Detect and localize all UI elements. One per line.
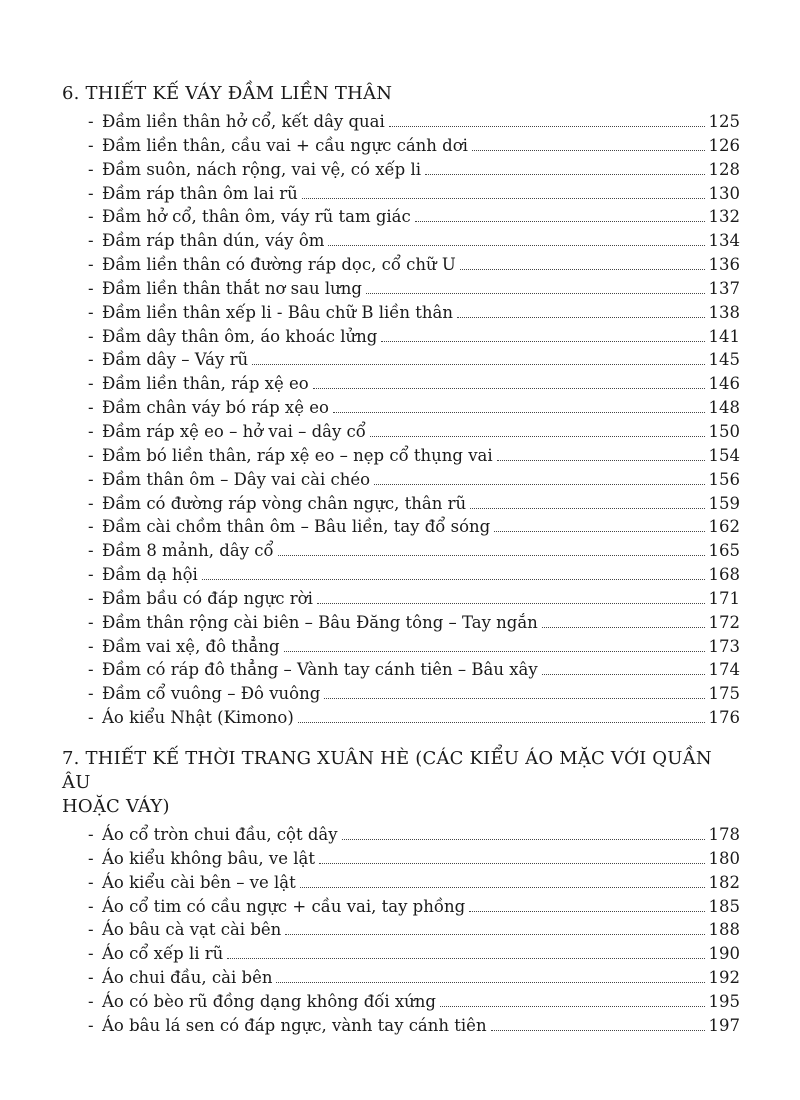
entry-bullet: - <box>88 825 94 844</box>
dot-leader <box>440 1005 705 1007</box>
dot-leader <box>319 862 705 864</box>
entry-page-number: 132 <box>708 207 740 227</box>
entry-bullet: - <box>88 517 94 537</box>
dot-leader <box>425 173 704 175</box>
entry-title: Đầm bầu có đáp ngực rời <box>102 588 313 608</box>
entry-page-number: 125 <box>708 112 740 131</box>
dot-leader <box>302 197 705 199</box>
entry-bullet: - <box>88 636 94 656</box>
entry-title: Đầm suôn, nách rộng, vai vệ, có xếp li <box>102 159 422 179</box>
entry-title: Đầm có đường ráp vòng chân ngực, thân rũ <box>102 493 467 513</box>
toc-entry <box>62 611 740 635</box>
toc-entry <box>62 277 740 301</box>
toc-entry <box>62 823 740 847</box>
entry-bullet: - <box>88 1015 94 1035</box>
entry-page-number: 128 <box>708 159 740 179</box>
toc-entry <box>62 1014 740 1038</box>
dot-leader <box>324 697 704 699</box>
toc-entry <box>62 372 740 396</box>
toc-entry <box>62 229 740 253</box>
entry-bullet: - <box>88 684 94 704</box>
entry-title: Đầm dạ hội <box>102 565 198 585</box>
entry-title: Áo kiểu không bâu, ve lật <box>102 848 315 868</box>
entry-bullet: - <box>88 541 94 561</box>
entry-page-number: 148 <box>708 398 740 418</box>
toc-entry <box>62 918 740 942</box>
toc-entry <box>62 942 740 966</box>
entry-page-number: 137 <box>708 278 740 298</box>
entry-bullet: - <box>88 112 94 131</box>
entry-page-number: 130 <box>708 183 740 203</box>
dot-leader <box>472 149 705 151</box>
entry-bullet: - <box>88 374 94 394</box>
entry-page-number: 197 <box>708 1015 740 1035</box>
entry-title: Đầm thân rộng cài biên – Bâu Đăng tông – Tay ngắn <box>102 612 538 632</box>
dot-leader <box>497 459 705 461</box>
toc-entry <box>62 515 740 539</box>
entry-page-number: 182 <box>708 872 740 892</box>
dot-leader <box>491 1029 705 1031</box>
dot-leader <box>202 578 705 580</box>
entry-page-number: 154 <box>708 445 740 465</box>
dot-leader <box>415 220 705 222</box>
toc-entry <box>62 420 740 444</box>
toc-entry <box>62 658 740 682</box>
toc-entry <box>62 492 740 516</box>
dot-leader <box>342 838 705 840</box>
dot-leader <box>470 507 704 509</box>
entry-title: Đầm dây thân ôm, áo khoác lửng <box>102 326 378 346</box>
toc-entry <box>62 182 740 206</box>
dot-leader <box>374 483 704 485</box>
entry-title: Đầm ráp xệ eo – hở vai – dây cổ <box>102 421 366 441</box>
entry-title: Đầm thân ôm – Dây vai cài chéo <box>102 469 371 489</box>
entry-page-number: 126 <box>708 135 740 155</box>
entry-title: Đầm cổ vuông – Đô vuông <box>102 684 321 704</box>
entry-page-number: 145 <box>708 350 740 370</box>
dot-leader <box>469 910 704 912</box>
toc-entry <box>62 682 740 706</box>
dot-leader <box>460 268 705 270</box>
toc-entry <box>62 253 740 277</box>
entry-title: Đầm liền thân hở cổ, kết dây quai <box>102 112 385 131</box>
entry-page-number: 136 <box>708 255 740 275</box>
toc-entry <box>62 871 740 895</box>
entry-title: Áo bâu cà vạt cài bên <box>102 920 282 940</box>
dot-leader <box>276 981 704 983</box>
toc-entry <box>62 706 740 730</box>
dot-leader <box>366 292 705 294</box>
entry-bullet: - <box>88 421 94 441</box>
entry-bullet: - <box>88 872 94 892</box>
toc-entry <box>62 895 740 919</box>
toc-entry <box>62 563 740 587</box>
entry-page-number: 162 <box>708 517 740 537</box>
entry-bullet: - <box>88 159 94 179</box>
entry-bullet: - <box>88 920 94 940</box>
dot-leader <box>381 340 704 342</box>
entry-title: Đầm liền thân thắt nơ sau lưng <box>102 278 362 298</box>
dot-leader <box>285 933 704 935</box>
entry-bullet: - <box>88 612 94 632</box>
dot-leader <box>317 602 705 604</box>
entry-page-number: 171 <box>708 588 740 608</box>
dot-leader <box>542 626 705 628</box>
entry-bullet: - <box>88 708 94 728</box>
dot-leader <box>278 554 705 556</box>
entry-page-number: 190 <box>708 944 740 964</box>
entry-title: Đầm cài chồm thân ôm – Bâu liền, tay đổ sóng <box>102 517 491 537</box>
entry-page-number: 134 <box>708 231 740 251</box>
entry-page-number: 185 <box>708 896 740 916</box>
section-heading-line: 7. THIẾT KẾ THỜI TRANG XUÂN HÈ (CÁC KIỂU ÁO MẶC VỚI QUẦN ÂU <box>62 748 712 793</box>
dot-leader <box>494 530 704 532</box>
toc-entry <box>62 539 740 563</box>
entry-bullet: - <box>88 493 94 513</box>
entry-title: Đầm 8 mảnh, dây cổ <box>102 541 274 561</box>
toc-section-6 <box>62 82 740 730</box>
dot-leader <box>389 125 705 127</box>
dot-leader <box>252 363 704 365</box>
entry-page-number: 150 <box>708 421 740 441</box>
entry-title: Đầm liền thân có đường ráp dọc, cổ chữ U <box>102 255 456 275</box>
entry-title: Đầm có ráp đô thẳng – Vành tay cánh tiên – Bâu xây <box>102 660 538 680</box>
entry-page-number: 156 <box>708 469 740 489</box>
entry-bullet: - <box>88 207 94 227</box>
toc-entry <box>62 325 740 349</box>
section-heading <box>62 82 740 106</box>
toc-entry <box>62 301 740 325</box>
entry-page-number: 175 <box>708 684 740 704</box>
dot-leader <box>370 435 705 437</box>
entry-title: Đầm vai xệ, đô thẳng <box>102 636 280 656</box>
entry-bullet: - <box>88 350 94 370</box>
entry-title: Đầm liền thân, ráp xệ eo <box>102 374 309 394</box>
entry-page-number: 195 <box>708 991 740 1011</box>
toc-section-7 <box>62 747 740 1038</box>
toc-entry <box>62 134 740 158</box>
entry-bullet: - <box>88 968 94 988</box>
entry-title: Đầm liền thân xếp li - Bâu chữ B liền thân <box>102 302 453 322</box>
dot-leader <box>333 411 705 413</box>
entry-bullet: - <box>88 326 94 346</box>
dot-leader <box>227 957 704 959</box>
entry-title: Đầm dây – Váy rũ <box>102 350 249 370</box>
entry-bullet: - <box>88 848 94 868</box>
entry-page-number: 173 <box>708 636 740 656</box>
dot-leader <box>284 650 705 652</box>
toc-entry <box>62 158 740 182</box>
entry-title: Đầm chân váy bó ráp xệ eo <box>102 398 329 418</box>
entry-title: Đầm ráp thân ôm lai rũ <box>102 183 298 203</box>
entry-title: Áo có bèo rũ đồng dạng không đối xứng <box>102 991 436 1011</box>
toc-entry <box>62 990 740 1014</box>
toc-entry <box>62 348 740 372</box>
section-heading <box>62 747 740 819</box>
entry-page-number: 178 <box>708 825 740 844</box>
entry-page-number: 159 <box>708 493 740 513</box>
entry-page-number: 168 <box>708 565 740 585</box>
dot-leader <box>313 387 705 389</box>
entry-bullet: - <box>88 991 94 1011</box>
entry-bullet: - <box>88 896 94 916</box>
entry-title: Đầm hở cổ, thân ôm, váy rũ tam giác <box>102 207 411 227</box>
entry-bullet: - <box>88 278 94 298</box>
section-heading-line: HOẶC VÁY) <box>62 796 170 817</box>
entry-bullet: - <box>88 944 94 964</box>
toc-entry <box>62 966 740 990</box>
toc-entry <box>62 205 740 229</box>
dot-leader <box>300 886 705 888</box>
entry-bullet: - <box>88 398 94 418</box>
toc-entry <box>62 468 740 492</box>
entry-title: Áo kiểu Nhật (Kimono) <box>102 708 294 728</box>
entry-page-number: 165 <box>708 541 740 561</box>
entry-bullet: - <box>88 588 94 608</box>
entry-page-number: 192 <box>708 968 740 988</box>
entry-title: Áo cổ tròn chui đầu, cột dây <box>102 825 338 844</box>
entry-title: Áo kiểu cài bên – ve lật <box>102 872 296 892</box>
toc-entry <box>62 847 740 871</box>
entry-title: Đầm ráp thân dún, váy ôm <box>102 231 325 251</box>
entry-bullet: - <box>88 469 94 489</box>
dot-leader <box>328 244 704 246</box>
entry-title: Đầm liền thân, cầu vai + cầu ngực cánh dơi <box>102 135 468 155</box>
toc-entry <box>62 396 740 420</box>
entry-page-number: 176 <box>708 708 740 728</box>
entry-bullet: - <box>88 445 94 465</box>
entry-page-number: 146 <box>708 374 740 394</box>
entry-bullet: - <box>88 231 94 251</box>
entry-page-number: 172 <box>708 612 740 632</box>
entry-title: Áo bâu lá sen có đáp ngực, vành tay cánh tiên <box>102 1015 487 1035</box>
entry-bullet: - <box>88 302 94 322</box>
entry-title: Áo cổ tim có cầu ngực + cầu vai, tay phồng <box>102 896 466 916</box>
toc-entry <box>62 587 740 611</box>
entry-title: Áo cổ xếp li rũ <box>102 944 224 964</box>
entry-page-number: 180 <box>708 848 740 868</box>
toc-entry <box>62 110 740 134</box>
entry-page-number: 174 <box>708 660 740 680</box>
section-heading-line: 6. THIẾT KẾ VÁY ĐẦM LIỀN THÂN <box>62 83 393 104</box>
entry-bullet: - <box>88 183 94 203</box>
dot-leader <box>457 316 705 318</box>
toc-entry <box>62 635 740 659</box>
entry-bullet: - <box>88 660 94 680</box>
entry-title: Đầm bó liền thân, ráp xệ eo – nẹp cổ thụng vai <box>102 445 493 465</box>
entry-bullet: - <box>88 565 94 585</box>
entry-bullet: - <box>88 135 94 155</box>
dot-leader <box>542 673 705 675</box>
entry-title: Áo chui đầu, cài bên <box>102 968 273 988</box>
dot-leader <box>298 721 705 723</box>
entry-page-number: 138 <box>708 302 740 322</box>
entry-page-number: 188 <box>708 920 740 940</box>
entry-page-number: 141 <box>708 326 740 346</box>
entry-bullet: - <box>88 255 94 275</box>
toc-entry <box>62 444 740 468</box>
